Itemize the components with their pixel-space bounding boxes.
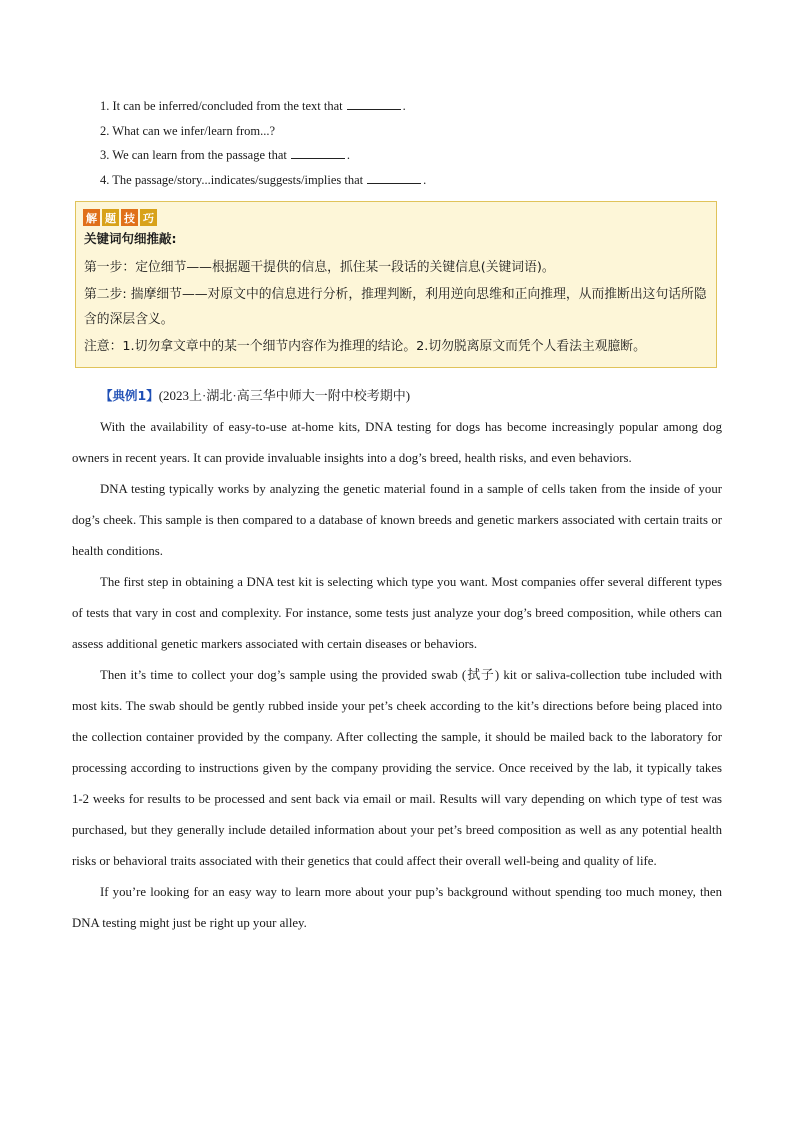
passage-paragraph: With the availability of easy-to-use at-home kits, DNA testing for dogs has become increasingly popular among dog owners in recent years. It can provide invaluable insights into a dog’s breed, health risks, and even behaviors.: [72, 420, 722, 465]
tips-note: 注意：1.切勿拿文章中的某一个细节内容作为推理的结论。2.切勿脱离原文而凭个人看法主观臆断。: [84, 339, 646, 354]
question-stem: 4. The passage/story...indicates/suggests/implies that .: [100, 172, 427, 187]
reading-passage: [72, 412, 722, 939]
example-source: (2023上·湖北·高三华中师大一附中校考期中): [158, 388, 411, 403]
question-stem-list: [100, 94, 426, 192]
badge-char: 题: [102, 209, 119, 226]
tips-title: 关键词句细推敲:: [84, 231, 177, 246]
answer-blank: [347, 97, 401, 110]
question-stem: 1. It can be inferred/concluded from the text that .: [100, 99, 406, 113]
passage-paragraph: Then it’s time to collect your dog’s sample using the provided swab (拭子) kit or saliva-collection tube included with most kits. The swab should be gently rubbed inside your pet’s cheek according to the kit’s directions before being placed into the collection container provided by the company. After collecting the sample, it should be mailed back to the laboratory for processing according to instructions given by the company providing the service. Once received by the lab, it typically takes 1-2 weeks for results to be processed and sent back via email or mail. Results will vary depending on which type of test was purchased, but they generally include detailed information about your pet’s breed composition as well as any potential health risks or behavioral traits associated with their genetics that could affect their overall well-being and quality of life.: [72, 668, 722, 868]
tips-step-2: 第二步: 揣摩细节——对原文中的信息进行分析，推理判断，利用逆向思维和正向推理，从而推断出这句话所隐含的深层含义。: [84, 287, 707, 327]
passage-paragraph: DNA testing typically works by analyzing the genetic material found in a sample of cells taken from the inside of your dog’s cheek. This sample is then compared to a database of known breeds and genetic markers associated with certain traits or health conditions.: [72, 482, 722, 558]
example-heading: [100, 385, 410, 404]
example-label: 【典例1】: [100, 388, 159, 403]
question-stem: 2. What can we infer/learn from...?: [100, 123, 276, 138]
passage-paragraph: If you’re looking for an easy way to learn more about your pup’s background without spending too much money, then DNA testing might just be right up your alley.: [72, 885, 722, 930]
question-stem: 3. We can learn from the passage that .: [100, 148, 351, 162]
badge-char: 技: [121, 209, 138, 226]
badge-char: 解: [83, 209, 100, 226]
tips-badge: [83, 209, 157, 226]
passage-paragraph: The first step in obtaining a DNA test kit is selecting which type you want. Most companies offer several different types of tests that vary in cost and complexity. For instance, some tests just analyze your dog’s breed composition, while others can assess additional genetic markers associated with certain diseases or behaviors.: [72, 575, 722, 651]
tips-box: [75, 201, 717, 368]
answer-blank: [367, 171, 421, 184]
tips-step-1: 第一步：定位细节——根据题干提供的信息，抓住某一段话的关键信息(关键词语)。: [84, 260, 555, 275]
answer-blank: [291, 146, 345, 159]
badge-char: 巧: [140, 209, 157, 226]
